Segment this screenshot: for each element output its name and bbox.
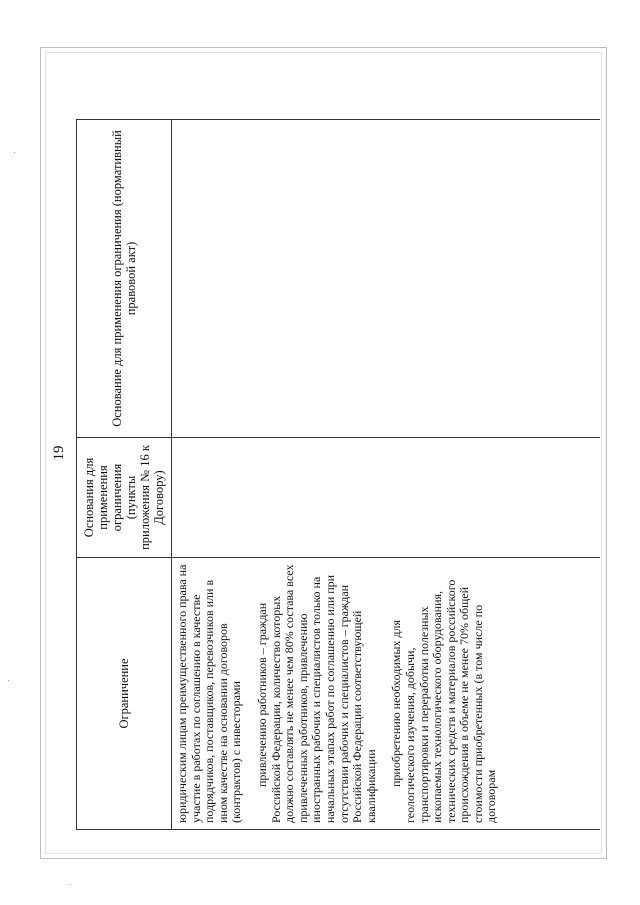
- basis-act-cell: [172, 120, 601, 438]
- table-header-row: [77, 120, 172, 830]
- restriction-paragraph: приобретению необходимых для геологического изучения, добычи, транспортировки и переработки полезных ископаемых технологического оборудования, технических средств и материалов российского происхождения в объеме не менее 70% общей стоимости приобретенных (в том числе по договорам: [389, 579, 499, 823]
- header-restriction: Ограничение: [77, 558, 172, 830]
- restriction-paragraph: привлечению работников – граждан Российской Федерации, количество которых должно составлять не менее чем 80% состава всех привлеченных работников, привлечению иностранных рабочих и специалистов только на начальных этапах работ по соглашению или при отсутствии рабочих и специалистов – граждан Российской Федерации соответствующей квалификации: [254, 564, 378, 823]
- header-basis-points: Основания для применения ограничения (пункты приложения № 16 к Договору): [77, 438, 172, 558]
- rotated-document-page: [50, 58, 595, 848]
- table-row: [172, 120, 601, 830]
- page-number: 19: [51, 445, 67, 461]
- restriction-cell: [172, 558, 601, 830]
- restrictions-table: [76, 119, 600, 830]
- scan-speck: [14, 152, 15, 153]
- restriction-paragraph: юридическим лицам преимущественного права на участие в работах по соглашению в качестве подрядчиков, поставщиков, перевозчиков или в ином качестве на основании договоров (контрактов) с инвесторами: [175, 564, 244, 823]
- scan-speck: [8, 680, 9, 681]
- header-basis-act: Основание для применения ограничения (нормативный правовой акт): [77, 120, 172, 438]
- basis-points-cell: [172, 438, 601, 558]
- scan-speck: [70, 884, 71, 885]
